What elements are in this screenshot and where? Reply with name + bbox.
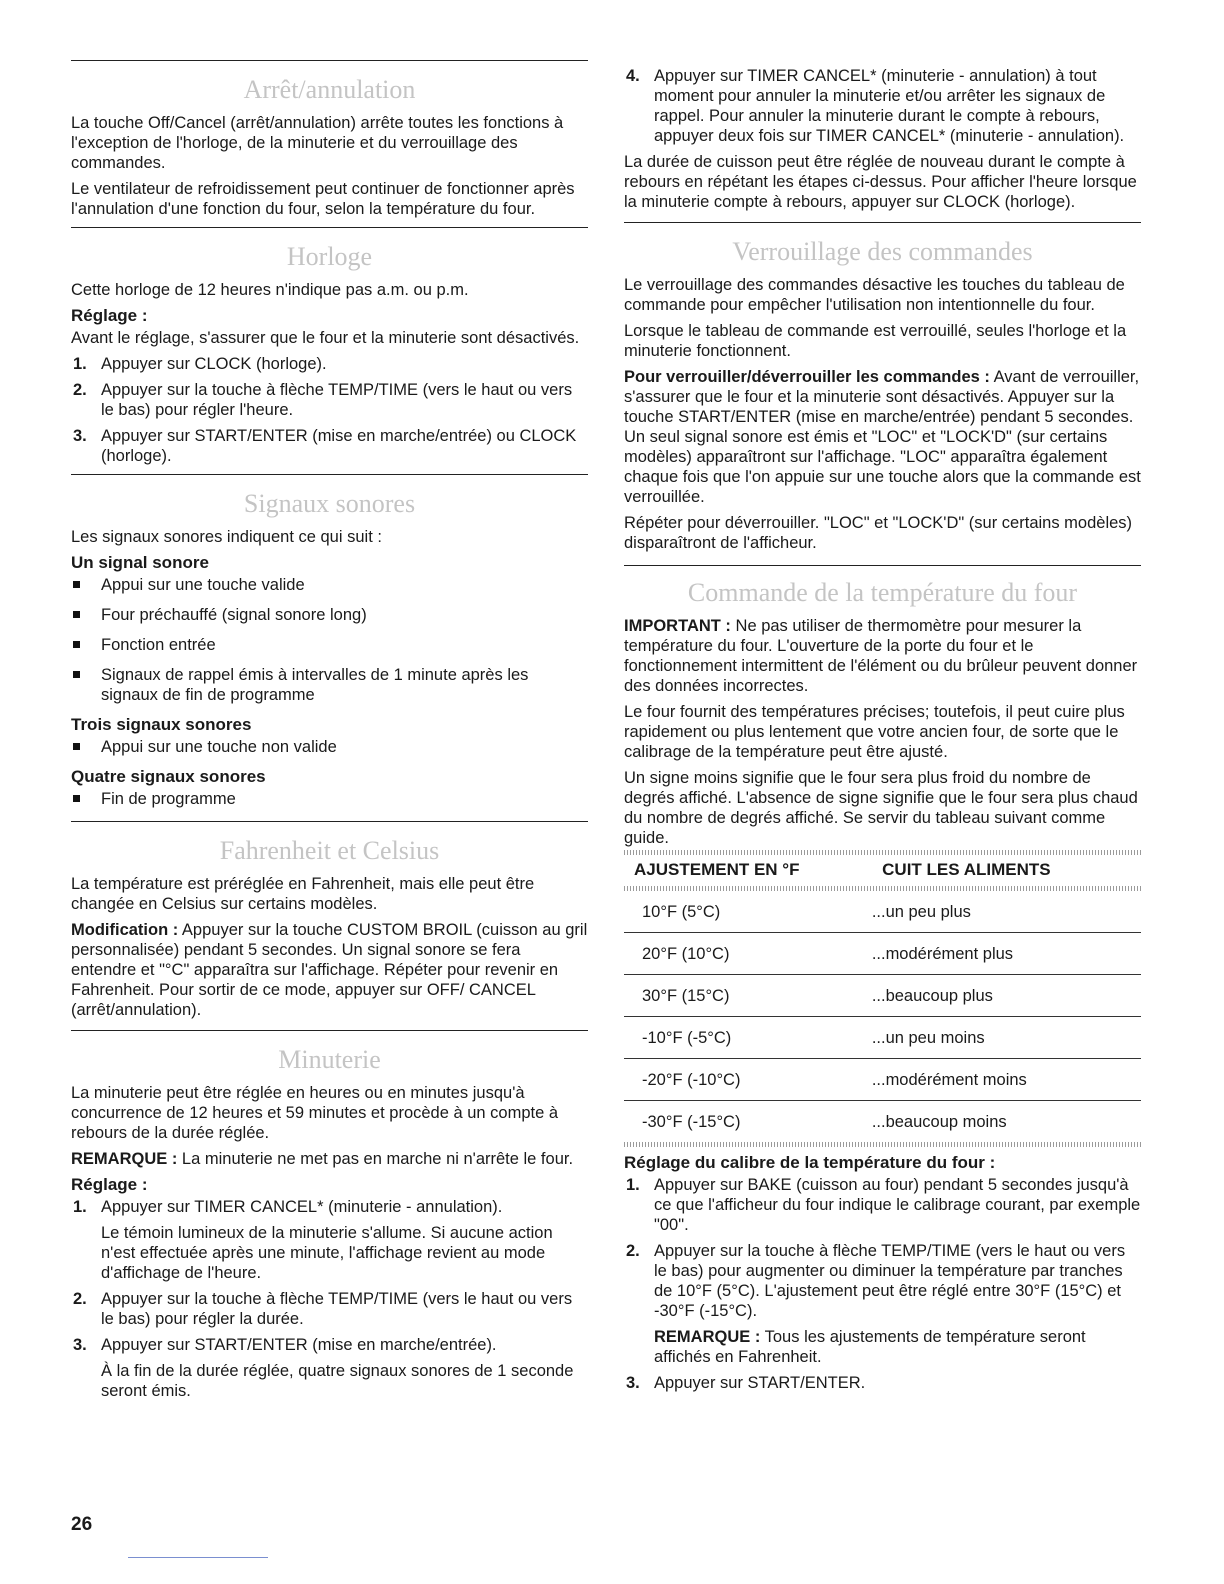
list-item: [71, 1289, 588, 1329]
signaux-list-trois: [71, 737, 588, 757]
step-number: 3.: [626, 1374, 640, 1392]
modification-label: Modification :: [71, 921, 179, 939]
verrouillage-paragraph: Lorsque le tableau de commande est verrouillé, seules l'horloge et la minuterie fonctionnent.: [624, 322, 1127, 360]
list-item: [71, 605, 588, 625]
horloge-steps: [71, 354, 588, 466]
bullet-icon: [73, 671, 80, 678]
list-item: [71, 380, 588, 420]
step-text: Appuyer sur la touche à flèche TEMP/TIME (vers le haut ou vers le bas) pour régler l'heure.: [101, 381, 573, 419]
list-item: [71, 354, 588, 374]
table-cell: -10°F (-5°C): [624, 1017, 862, 1059]
bullet-icon: [73, 581, 80, 588]
list-item: [71, 1197, 588, 1283]
list-item: [624, 1175, 1141, 1235]
table-header: AJUSTEMENT EN °F: [634, 860, 800, 879]
list-item: [71, 789, 588, 809]
section-title-signaux: Signaux sonores: [243, 489, 416, 518]
section-title-commande: Commande de la température du four: [687, 578, 1078, 607]
step-note: [654, 1327, 1141, 1367]
commande-paragraph: Le four fournit des températures précises; toutefois, il peut cuire plus rapidement ou plus lentement que votre ancien four, de sorte que le calibrage de la température peut être ajusté.: [624, 703, 1125, 761]
page-number: 26: [71, 1514, 93, 1535]
list-item: [624, 1373, 1141, 1393]
table-cell: ...un peu moins: [862, 1017, 1141, 1059]
minuterie-paragraph: La minuterie peut être réglée en heures ou en minutes jusqu'à concurrence de 12 heures et 59 minutes et procède à un compte à rebours de la durée réglée.: [71, 1084, 559, 1142]
table-header-row: [624, 855, 1141, 886]
table-row: [624, 1059, 1141, 1101]
bullet-icon: [73, 611, 80, 618]
calibrage-heading: Réglage du calibre de la température du four :: [624, 1153, 996, 1172]
table-cell: -30°F (-15°C): [642, 1113, 741, 1131]
table-header: CUIT LES ALIMENTS: [882, 860, 1051, 879]
signaux-paragraph: Les signaux sonores indiquent ce qui suit :: [71, 528, 382, 546]
step-number: 1.: [73, 1198, 87, 1216]
footer-line: [128, 1557, 268, 1558]
calibration-table: [624, 855, 1141, 886]
list-item-text: Fin de programme: [101, 790, 236, 808]
table-cell: -20°F (-10°C): [624, 1059, 862, 1101]
bullet-icon: [73, 641, 80, 648]
list-item-text: Appui sur une touche valide: [101, 576, 305, 594]
list-item: [71, 575, 588, 595]
table-cell: ...beaucoup moins: [871, 1113, 1007, 1131]
step-text: Appuyer sur CLOCK (horloge).: [101, 355, 327, 373]
list-item: [71, 426, 588, 466]
horloge-paragraph: Cette horloge de 12 heures n'indique pas a.m. ou p.m.: [71, 281, 469, 299]
fahrenheit-modification: [71, 920, 588, 1020]
list-item-text: Appui sur une touche non valide: [101, 738, 337, 756]
minuterie-paragraph: La durée de cuisson peut être réglée de nouveau durant le compte à rebours en répétant les étapes ci-dessus. Pour afficher l'heure lorsque la minuterie compte à rebours, appuyer sur CLOCK (horloge).: [624, 153, 1137, 211]
commande-important: [624, 616, 1141, 696]
list-item: [624, 1241, 1141, 1367]
calibration-table-body: [624, 891, 1141, 1142]
list-item-text: Four préchauffé (signal sonore long): [101, 606, 367, 624]
step-number: 2.: [626, 1242, 640, 1260]
verrouillage-paragraph: Le verrouillage des commandes désactive les touches du tableau de commande pour empêcher l'utilisation non intentionnelle du four.: [624, 276, 1125, 314]
table-cell: ...beaucoup plus: [862, 975, 1141, 1017]
table-cell: ...modérément plus: [862, 933, 1141, 975]
section-title-horloge: Horloge: [286, 242, 373, 271]
right-column: [624, 60, 1141, 1399]
step-number: 4.: [626, 67, 640, 85]
step-text: Appuyer sur START/ENTER (mise en marche/entrée).: [101, 1336, 497, 1354]
signaux-list-quatre: [71, 789, 588, 809]
list-item-text: Signaux de rappel émis à intervalles de 1 minute après les signaux de fin de programme: [101, 666, 529, 704]
section-title-fahrenheit: Fahrenheit et Celsius: [219, 836, 440, 865]
horloge-paragraph: Avant le réglage, s'assurer que le four et la minuterie sont désactivés.: [71, 329, 580, 347]
section-divider: [624, 565, 1141, 566]
minuterie-remarque: [71, 1149, 588, 1169]
arret-paragraph: La touche Off/Cancel (arrêt/annulation) arrête toutes les fonctions à l'exception de l'horloge, de la minuterie et du verrouillage des commandes.: [71, 114, 564, 172]
section-title-arret: Arrêt/annulation: [243, 75, 416, 104]
minuterie-steps-continued: [624, 66, 1141, 146]
table-cell: ...un peu plus: [862, 891, 1141, 933]
step-text: Appuyer sur TIMER CANCEL* (minuterie - annulation).: [101, 1198, 503, 1216]
table-row: [624, 975, 1141, 1017]
section-divider: [71, 821, 588, 822]
step-text: Appuyer sur START/ENTER.: [654, 1374, 866, 1392]
step-number: 2.: [73, 1290, 87, 1308]
important-label: IMPORTANT :: [624, 617, 731, 635]
step-number: 3.: [73, 1336, 87, 1354]
verrouillage-paragraph: Répéter pour déverrouiller. "LOC" et "LOCK'D" (sur certains modèles) disparaîtront de l'afficheur.: [624, 514, 1133, 552]
remarque-label: REMARQUE :: [71, 1150, 178, 1168]
section-divider: [71, 1030, 588, 1031]
table-cell: 10°F (5°C): [624, 891, 862, 933]
fahrenheit-paragraph: La température est préréglée en Fahrenheit, mais elle peut être changée en Celsius sur certains modèles.: [71, 875, 535, 913]
list-item-text: Fonction entrée: [101, 636, 216, 654]
important-text: Ne pas utiliser de thermomètre pour mesurer la température du four. L'ouverture de la porte du four et le fonctionnement intermittent de l'élément ou du brûleur peuvent donner des données incorrectes.: [624, 617, 1138, 695]
table-row: [624, 891, 1141, 933]
bullet-icon: [73, 743, 80, 750]
signaux-heading-un: Un signal sonore: [71, 553, 209, 572]
minuterie-steps: [71, 1197, 588, 1401]
calibrage-steps: [624, 1175, 1141, 1393]
list-item: [624, 66, 1141, 146]
left-column: [71, 60, 588, 1407]
remarque-label: REMARQUE :: [654, 1328, 761, 1346]
table-bottom-border: [624, 1142, 1141, 1147]
list-item: [71, 737, 588, 757]
table-cell: 20°F (10°C): [624, 933, 862, 975]
section-divider: [71, 474, 588, 475]
signaux-list-un: [71, 575, 588, 705]
signaux-heading-quatre: Quatre signaux sonores: [71, 767, 266, 786]
section-title-verrouillage: Verrouillage des commandes: [732, 237, 1033, 266]
step-number: 2.: [73, 381, 87, 399]
signaux-heading-trois: Trois signaux sonores: [71, 715, 252, 734]
bullet-icon: [73, 795, 80, 802]
arret-paragraph: Le ventilateur de refroidissement peut continuer de fonctionner après l'annulation d'une fonction du four, selon la température du four.: [71, 180, 575, 218]
table-row: [624, 1101, 1141, 1143]
verrouiller-label: Pour verrouiller/déverrouiller les commandes :: [624, 368, 990, 386]
modification-text: Appuyer sur la touche CUSTOM BROIL (cuisson au gril personnalisée) pendant 5 secondes. Un signal sonore se fera entendre et "°C" apparaîtra sur l'affichage. Répéter pour revenir en Fahrenheit. Pour sortir de ce mode, appuyer sur OFF/ CANCEL (arrêt/annulation).: [71, 921, 588, 1019]
section-title-minuterie: Minuterie: [278, 1045, 381, 1074]
step-number: 3.: [73, 427, 87, 445]
step-text: Appuyer sur START/ENTER (mise en marche/entrée) ou CLOCK (horloge).: [101, 427, 577, 465]
table-row: [624, 933, 1141, 975]
horloge-reglage-heading: Réglage :: [71, 306, 148, 325]
step-text: Appuyer sur BAKE (cuisson au four) pendant 5 secondes jusqu'à ce que l'afficheur du four indique le calibrage courant, par exemple "00".: [654, 1176, 1141, 1234]
step-text: Appuyer sur TIMER CANCEL* (minuterie - annulation) à tout moment pour annuler la minuterie et/ou arrêter les signaux de rappel. Pour annuler la minuterie durant le compte à rebours, appuyer deux fois sur TIMER CANCEL* (minuterie - annulation).: [654, 67, 1125, 145]
table-row: [624, 1017, 1141, 1059]
section-divider: [71, 227, 588, 228]
verrouiller-text: Avant de verrouiller, s'assurer que le four et la minuterie sont désactivés. Appuyer sur la touche START/ENTER (mise en marche/entrée) pendant 5 secondes. Un seul signal sonore est émis et "LOC" et "LOCK'D" (sur certains modèles) apparaîtront sur l'affichage. "LOC" apparaîtra également chaque fois que l'on appuie sur une touche alors que la commande est verrouillée.: [624, 368, 1141, 506]
step-note: Le témoin lumineux de la minuterie s'allume. Si aucune action n'est effectuée après une minute, l'affichage revient au mode d'affichage de l'heure.: [101, 1224, 553, 1282]
remarque-text: Tous les ajustements de température seront affichés en Fahrenheit.: [654, 1328, 1086, 1366]
step-note: À la fin de la durée réglée, quatre signaux sonores de 1 seconde seront émis.: [101, 1362, 574, 1400]
step-number: 1.: [73, 355, 87, 373]
verrouillage-instructions: [624, 367, 1141, 507]
list-item: [71, 665, 588, 705]
list-item: [71, 1335, 588, 1401]
list-item: [71, 635, 588, 655]
step-number: 1.: [626, 1176, 640, 1194]
table-cell: 30°F (15°C): [624, 975, 862, 1017]
step-text: Appuyer sur la touche à flèche TEMP/TIME (vers le haut ou vers le bas) pour régler la durée.: [101, 1290, 573, 1328]
table-cell: ...modérément moins: [862, 1059, 1141, 1101]
minuterie-reglage-heading: Réglage :: [71, 1175, 148, 1194]
commande-paragraph: Un signe moins signifie que le four sera plus froid du nombre de degrés affiché. L'absence de signe signifie que le four sera plus chaud du nombre de degrés affiché. Se servir du tableau suivant comme guide.: [624, 769, 1138, 847]
remarque-text: La minuterie ne met pas en marche ni n'arrête le four.: [177, 1150, 574, 1168]
section-divider: [624, 222, 1141, 223]
section-divider: [71, 60, 588, 61]
step-text: Appuyer sur la touche à flèche TEMP/TIME (vers le haut ou vers le bas) pour augmenter ou diminuer la température par tranches de 10°F (5°C). L'ajustement peut être réglé entre 30°F (15°C) et -30°F (-15°C).: [654, 1242, 1126, 1320]
